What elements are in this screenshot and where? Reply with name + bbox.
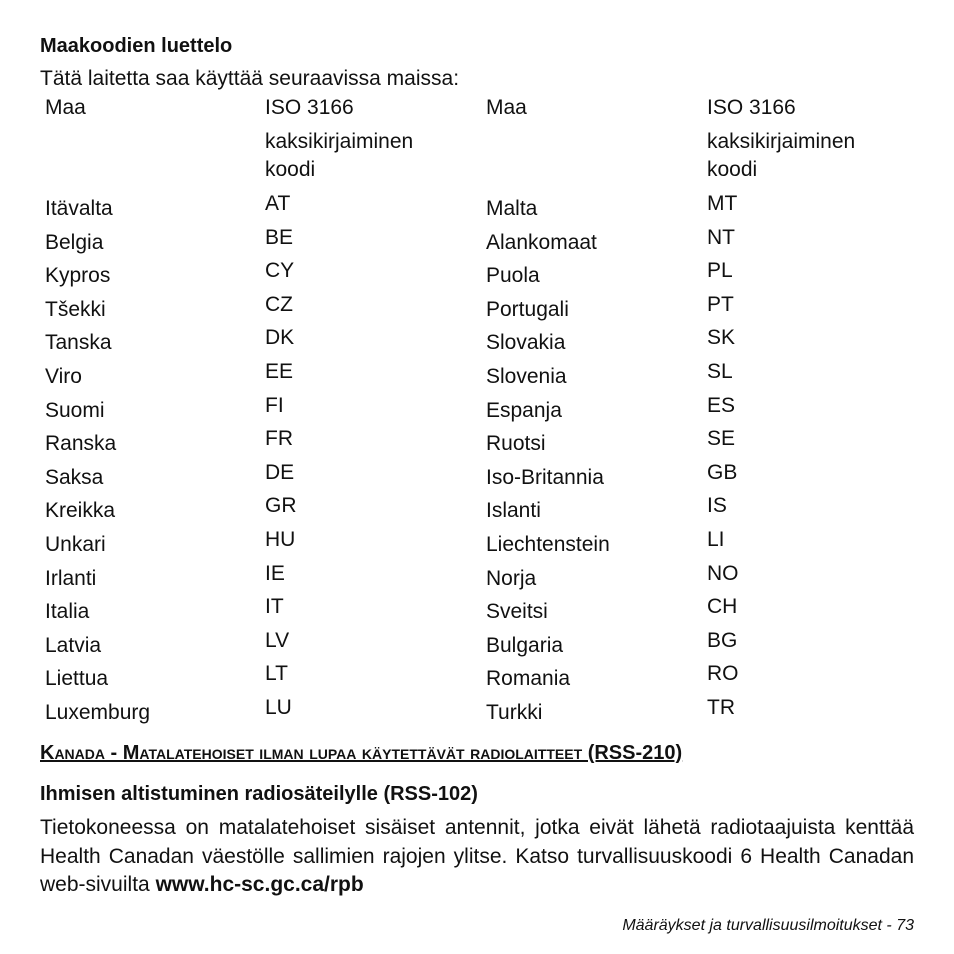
country-code: AT [265, 192, 291, 215]
canada-heading: Kanada - Matalatehoiset ilman lupaa käytettävät radiolaitteet (RSS-210) [40, 742, 683, 764]
rss-102-heading: Ihmisen altistuminen radiosäteilylle (RSS-102) [40, 783, 478, 805]
country-code: CH [707, 595, 738, 619]
country-name: Liechtenstein [486, 533, 610, 556]
country-name: Islanti [486, 499, 541, 523]
country-name: Sveitsi [486, 600, 548, 624]
country-name: Ranska [45, 432, 117, 456]
column-header-country-right: Maa [486, 96, 527, 119]
country-name: Unkari [45, 533, 106, 556]
country-code: IE [265, 561, 285, 585]
column-header-code-right-line2: kaksikirjaiminen [707, 130, 856, 153]
body-paragraph [40, 814, 914, 900]
column-header-code-line3: koodi [265, 158, 316, 181]
country-code: LU [265, 696, 292, 719]
country-name: Belgia [45, 230, 104, 254]
country-name: Slovakia [486, 331, 566, 355]
country-name: Iso-Britannia [486, 465, 604, 489]
intro-text: Tätä laitetta saa käyttää seuraavissa maissa: [40, 67, 460, 90]
country-name: Tanska [45, 331, 112, 355]
country-code: PT [707, 292, 734, 316]
country-name: Espanja [486, 398, 562, 422]
country-name: Kypros [45, 264, 111, 288]
column-header-country: Maa [45, 96, 86, 119]
country-name: Portugali [486, 297, 569, 321]
country-name: Irlanti [45, 566, 97, 590]
country-name: Kreikka [45, 499, 116, 523]
country-name: Viro [45, 365, 82, 388]
country-code: BE [265, 225, 294, 249]
country-code: IT [265, 595, 284, 619]
country-code: GR [265, 494, 297, 518]
country-code: RO [707, 662, 739, 686]
country-name: Italia [45, 600, 90, 624]
country-name: Malta [486, 197, 538, 220]
country-code: BG [707, 628, 738, 652]
section-heading: Maakoodien luettelo [40, 35, 233, 57]
column-header-code-right: ISO 3166 [707, 96, 796, 119]
country-code: SL [707, 360, 733, 383]
country-name: Bulgaria [486, 633, 564, 657]
country-code: SK [707, 326, 736, 350]
country-code: HU [265, 528, 296, 551]
country-name: Puola [486, 264, 540, 288]
country-code: TR [707, 696, 735, 719]
column-header-code-line2: kaksikirjaiminen [265, 130, 414, 153]
country-code: SE [707, 427, 736, 451]
country-name: Latvia [45, 633, 102, 657]
country-code: CY [265, 259, 295, 283]
country-name: Suomi [45, 398, 105, 422]
country-code: EE [265, 360, 294, 383]
health-canada-link[interactable]: www.hc-sc.gc.ca/rpb [155, 873, 364, 896]
country-code: LV [265, 628, 290, 652]
country-name: Slovenia [486, 365, 567, 388]
country-name: Itävalta [45, 197, 113, 220]
column-header-code: ISO 3166 [265, 96, 354, 119]
country-code: DE [265, 460, 295, 484]
country-code: LT [265, 662, 288, 686]
paragraph-text: Tietokoneessa on matalatehoiset sisäiset antennit, jotka eivät lähetä radiotaajuista kenttää Health Canadan väestölle sallimien rajojen ylitse. Katso turvallisuuskoodi 6 Health Canadan web-sivuilta [40, 816, 914, 896]
column-header-code-right-line3: koodi [707, 158, 758, 181]
country-name: Saksa [45, 465, 104, 489]
country-code: IS [707, 494, 727, 518]
country-code: NT [707, 225, 735, 249]
country-name: Luxemburg [45, 701, 151, 724]
country-name: Turkki [486, 701, 543, 724]
country-code: ES [707, 393, 736, 417]
country-name: Romania [486, 667, 571, 691]
country-name: Norja [486, 566, 537, 590]
country-code: MT [707, 192, 738, 215]
country-code: GB [707, 460, 738, 484]
country-name: Tšekki [45, 297, 106, 321]
page-footer: Määräykset ja turvallisuusilmoitukset - 73 [622, 917, 914, 934]
country-code: CZ [265, 292, 293, 316]
country-name: Liettua [45, 667, 109, 691]
country-code: FI [265, 393, 284, 417]
country-name: Alankomaat [486, 230, 597, 254]
country-code: LI [707, 528, 725, 551]
country-code: FR [265, 427, 293, 451]
country-code: DK [265, 326, 295, 350]
country-code: PL [707, 259, 733, 283]
country-code: NO [707, 561, 739, 585]
country-name: Ruotsi [486, 432, 546, 456]
